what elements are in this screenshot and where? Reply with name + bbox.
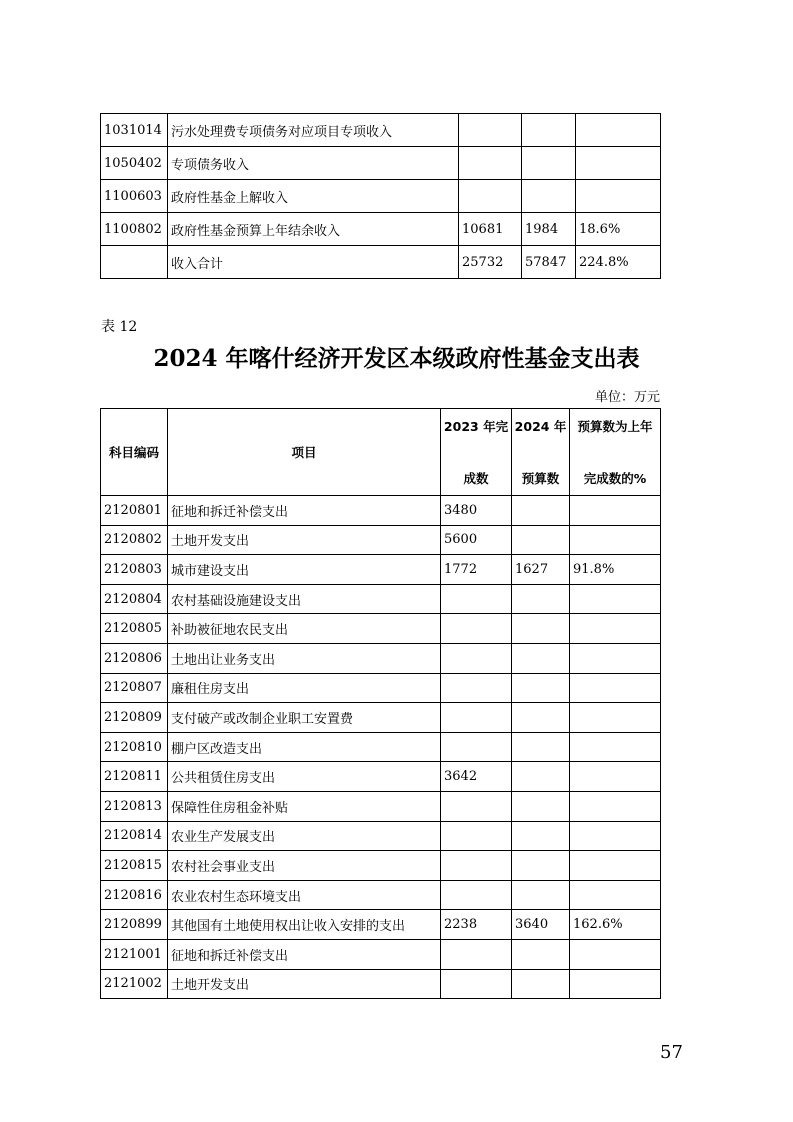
header-code: 科目编码 (101, 409, 168, 496)
cell-c2023 (441, 851, 512, 881)
page-number: 57 (660, 1042, 683, 1063)
cell-c2023 (441, 821, 512, 851)
cell-pct: 224.8% (576, 246, 661, 279)
cell-pct (570, 969, 661, 999)
cell-c2024: 1984 (522, 213, 576, 246)
table-label: 表 12 (101, 319, 138, 335)
cell-c2024 (512, 762, 570, 792)
table-row (101, 643, 661, 673)
cell-c2023: 2238 (441, 910, 512, 940)
cell-pct (570, 496, 661, 526)
cell-item: 农村基础设施建设支出 (168, 584, 441, 614)
table-row (101, 246, 661, 279)
cell-pct (570, 643, 661, 673)
table-row (101, 180, 661, 213)
cell-pct: 18.6% (576, 213, 661, 246)
cell-c2024 (522, 114, 576, 147)
table-header-row (101, 409, 661, 496)
cell-c2023: 3642 (441, 762, 512, 792)
cell-c2023 (441, 614, 512, 644)
cell-c2024 (512, 703, 570, 733)
cell-c2024 (512, 880, 570, 910)
table-row (101, 496, 661, 526)
cell-pct (576, 147, 661, 180)
table-row (101, 939, 661, 969)
cell-c2024 (512, 969, 570, 999)
cell-pct: 162.6% (570, 910, 661, 940)
cell-item: 城市建设支出 (168, 555, 441, 585)
table-row (101, 791, 661, 821)
cell-c2024 (512, 851, 570, 881)
cell-item: 公共租赁住房支出 (168, 762, 441, 792)
table-row (101, 584, 661, 614)
cell-item: 农业生产发展支出 (168, 821, 441, 851)
cell-c2024 (512, 614, 570, 644)
cell-c2023 (441, 703, 512, 733)
cell-code: 1100802 (101, 213, 168, 246)
cell-c2024 (512, 821, 570, 851)
cell-pct (570, 614, 661, 644)
table-row (101, 851, 661, 881)
cell-code: 2120805 (101, 614, 168, 644)
table-row (101, 762, 661, 792)
cell-pct (570, 732, 661, 762)
table-row (101, 555, 661, 585)
cell-pct: 91.8% (570, 555, 661, 585)
cell-item: 廉租住房支出 (168, 673, 441, 703)
cell-c2024: 57847 (522, 246, 576, 279)
cell-c2023 (459, 180, 522, 213)
cell-pct (576, 114, 661, 147)
table-row (101, 147, 661, 180)
cell-c2023: 3480 (441, 496, 512, 526)
cell-c2023: 1772 (441, 555, 512, 585)
cell-c2023 (459, 147, 522, 180)
table-row (101, 732, 661, 762)
cell-item: 征地和拆迁补偿支出 (168, 496, 441, 526)
header-2023-bottom: 成数 (463, 471, 489, 486)
cell-code: 2121002 (101, 969, 168, 999)
cell-item: 土地开发支出 (168, 969, 441, 999)
cell-pct (570, 525, 661, 555)
cell-code: 1100603 (101, 180, 168, 213)
cell-item: 农业农村生态环境支出 (168, 880, 441, 910)
header-2024-bottom: 预算数 (521, 471, 560, 486)
table-row (101, 614, 661, 644)
cell-item: 支付破产或改制企业职工安置费 (168, 703, 441, 733)
header-2024-top: 2024 年 (514, 419, 567, 434)
cell-c2024 (512, 673, 570, 703)
cell-item: 专项债务收入 (168, 147, 459, 180)
cell-code: 2120803 (101, 555, 168, 585)
cell-pct (570, 791, 661, 821)
cell-c2023 (441, 673, 512, 703)
cell-code: 2120814 (101, 821, 168, 851)
header-2023 (441, 409, 512, 496)
cell-c2024 (512, 643, 570, 673)
cell-c2024 (512, 939, 570, 969)
cell-pct (570, 851, 661, 881)
cell-code: 2120806 (101, 643, 168, 673)
cell-c2024 (512, 791, 570, 821)
cell-item: 补助被征地农民支出 (168, 614, 441, 644)
cell-c2024 (512, 525, 570, 555)
cell-c2023: 5600 (441, 525, 512, 555)
cell-item: 征地和拆迁补偿支出 (168, 939, 441, 969)
cell-code: 1050402 (101, 147, 168, 180)
expenditure-table (100, 408, 661, 999)
cell-code: 2120813 (101, 791, 168, 821)
table-row (101, 910, 661, 940)
cell-c2024: 1627 (512, 555, 570, 585)
cell-item: 政府性基金预算上年结余收入 (168, 213, 459, 246)
cell-c2023 (459, 114, 522, 147)
table-row (101, 821, 661, 851)
cell-item: 其他国有土地使用权出让收入安排的支出 (168, 910, 441, 940)
header-pct-top: 预算数为上年 (577, 419, 653, 434)
table-row (101, 673, 661, 703)
cell-pct (570, 673, 661, 703)
header-2024 (512, 409, 570, 496)
table-row (101, 880, 661, 910)
table-row (101, 969, 661, 999)
cell-item: 棚户区改造支出 (168, 732, 441, 762)
cell-c2023 (441, 969, 512, 999)
table-row (101, 525, 661, 555)
cell-code (101, 246, 168, 279)
cell-item: 土地开发支出 (168, 525, 441, 555)
cell-code: 2120811 (101, 762, 168, 792)
cell-item: 收入合计 (168, 246, 459, 279)
cell-c2024: 3640 (512, 910, 570, 940)
cell-pct (576, 180, 661, 213)
cell-c2023: 25732 (459, 246, 522, 279)
cell-code: 2120802 (101, 525, 168, 555)
cell-c2024 (522, 180, 576, 213)
table-row (101, 703, 661, 733)
cell-code: 2120899 (101, 910, 168, 940)
cell-c2023 (441, 732, 512, 762)
cell-code: 2120807 (101, 673, 168, 703)
cell-item: 土地出让业务支出 (168, 643, 441, 673)
cell-pct (570, 703, 661, 733)
cell-code: 2120810 (101, 732, 168, 762)
cell-c2023 (441, 939, 512, 969)
cell-code: 2120816 (101, 880, 168, 910)
cell-c2024 (512, 732, 570, 762)
cell-pct (570, 939, 661, 969)
cell-c2023 (441, 880, 512, 910)
cell-item: 污水处理费专项债务对应项目专项收入 (168, 114, 459, 147)
cell-item: 农村社会事业支出 (168, 851, 441, 881)
cell-c2024 (512, 496, 570, 526)
cell-item: 政府性基金上解收入 (168, 180, 459, 213)
page-title: 2024 年喀什经济开发区本级政府性基金支出表 (153, 345, 640, 372)
cell-c2023 (441, 791, 512, 821)
cell-code: 2121001 (101, 939, 168, 969)
cell-pct (570, 762, 661, 792)
cell-pct (570, 880, 661, 910)
cell-c2023 (441, 643, 512, 673)
cell-c2024 (522, 147, 576, 180)
cell-c2023: 10681 (459, 213, 522, 246)
header-2023-top: 2023 年完 (443, 419, 509, 434)
cell-c2023 (441, 584, 512, 614)
cell-code: 2120801 (101, 496, 168, 526)
cell-pct (570, 821, 661, 851)
header-pct-bottom: 完成数的% (583, 471, 647, 486)
cell-code: 2120809 (101, 703, 168, 733)
cell-c2024 (512, 584, 570, 614)
header-item: 项目 (168, 409, 441, 496)
cell-code: 2120804 (101, 584, 168, 614)
table-row (101, 114, 661, 147)
cell-item: 保障性住房租金补贴 (168, 791, 441, 821)
cell-code: 1031014 (101, 114, 168, 147)
cell-code: 2120815 (101, 851, 168, 881)
header-pct (570, 409, 661, 496)
table-row (101, 213, 661, 246)
unit-label: 单位：万元 (594, 390, 660, 405)
cell-pct (570, 584, 661, 614)
income-table-continuation (100, 113, 661, 279)
